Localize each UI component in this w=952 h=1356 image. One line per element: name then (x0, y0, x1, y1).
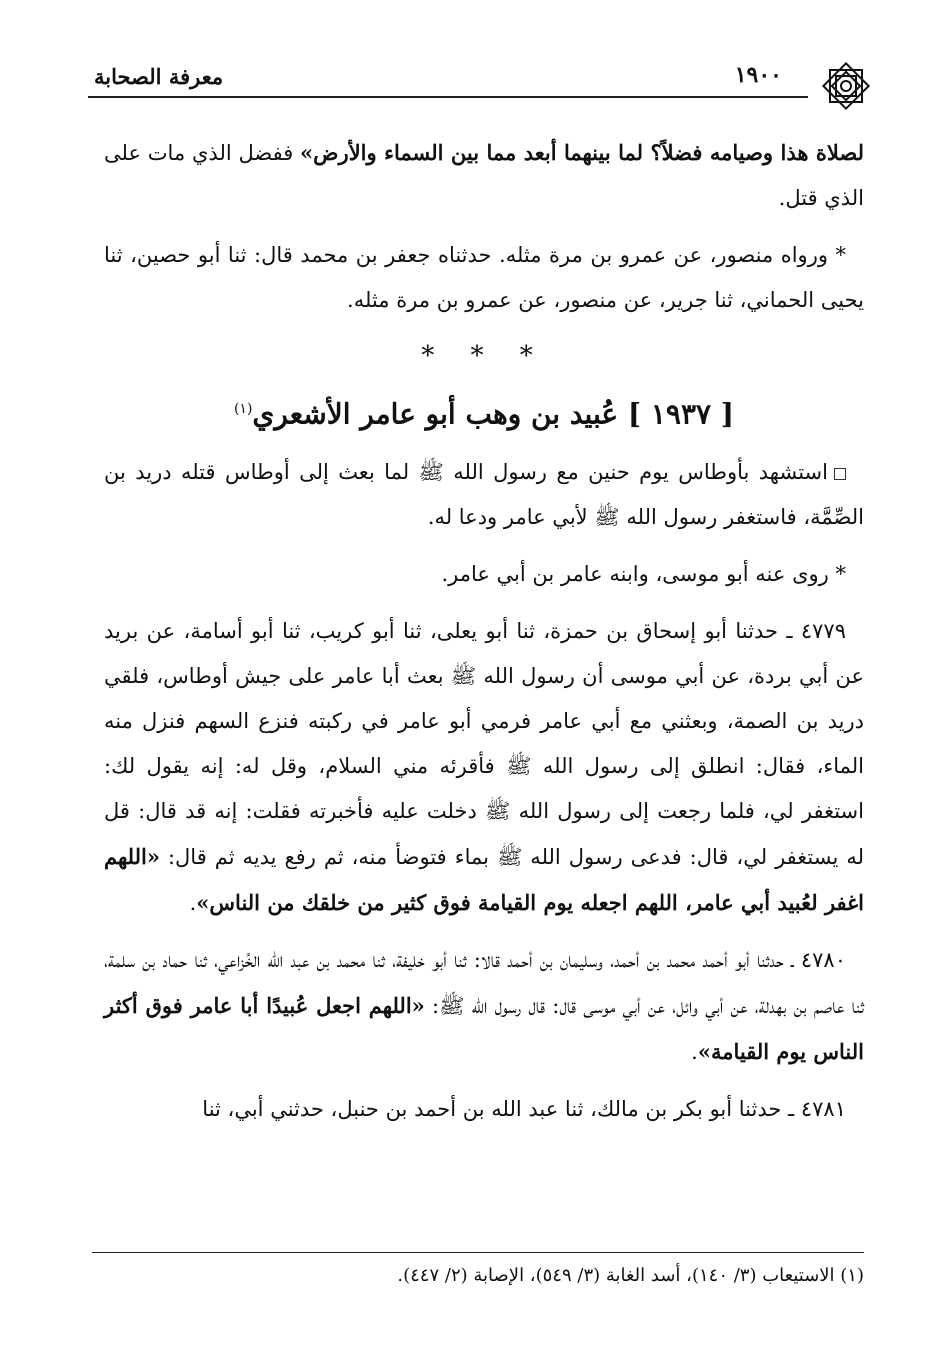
paragraph-text: ففضل الذي مات على الذي قتل. (104, 141, 864, 210)
sentence-end: . (189, 891, 197, 916)
hadith-chain: ٤٧٨٠ ـ حدثنا أبو أحمد محمد بن أحمد، وسليمان بن أحمد قالا: ثنا أبو خليفة، ثنا محمد بن عبد الله الخُزاعي، ثنا حماد بن سلمة، ثنا عاصم بن بهدلة، عن أبي وائل، عن أبي موسى قال: قال رسول الله ﷺ: (104, 948, 864, 1019)
hadith-4780 (104, 938, 864, 1075)
paragraph-biography (104, 450, 864, 540)
hadith-quote: «اللهم اغفر لعُبيد أبي عامر، اللهم اجعله يوم القيامة فوق كثير من خلقك من الناس» (104, 844, 864, 916)
main-text (104, 130, 864, 1144)
footnote: (١) الاستيعاب (٣/ ١٤٠)، أسد الغابة (٣/ ٥٤٩)، الإصابة (٢/ ٤٤٧). (397, 1265, 864, 1286)
paragraph-narration: * ورواه منصور، عن عمرو بن مرة مثله. حدثناه جعفر بن محمد قال: ثنا أبو حصين، ثنا يحيى الحماني، ثنا جرير، عن منصور، عن عمرو بن مرة مثله. (104, 243, 864, 312)
page-header (88, 56, 868, 96)
running-title: معرفة الصحابة (94, 64, 224, 89)
entry-title: [ ١٩٣٧ ] عُبيد بن وهب أبو عامر الأشعري (252, 397, 735, 431)
paragraph-text: استشهد بأوطاس يوم حنين مع رسول الله ﷺ لما بعث إلى أوطاس قتله دريد بن الصِّمَّة، فاستغفر رسول الله ﷺ لأبي عامر ودعا له. (104, 460, 864, 530)
paragraph-narrators: * روى عنه أبو موسى، وابنه عامر بن أبي عامر. (441, 562, 846, 587)
entry-heading (104, 383, 864, 440)
hadith-4781: ٤٧٨١ ـ حدثنا أبو بكر بن مالك، ثنا عبد الله بن أحمد بن حنبل، حدثني أبي، ثنا (202, 1097, 846, 1122)
hadith-quote: «اللهم اجعل عُبيدًا أبا عامر فوق أكثر الناس يوم القيامة» (104, 993, 864, 1065)
header-rule (88, 96, 808, 98)
hadith-chain: ٤٧٧٩ ـ حدثنا أبو إسحاق بن حمزة، ثنا أبو يعلى، ثنا أبو كريب، ثنا أبو أسامة، عن بريد عن أبي بردة، عن أبي موسى أن رسول الله ﷺ بعث أبا عامر على جيش أوطاس، فلقي دريد بن الصمة، وبعثني مع أبي عامر فرمي أبو عامر في ركبته فنزع السهم فنزل منه الماء، فقال: انطلق إلى رسول الله ﷺ فأقرئه مني السلام، وقل له: إنه يقول لك: استغفر لي، فلما رجعت إلى رسول الله ﷺ دخلت عليه فأخبرته فقلت: إنه قد قال: قل له يستغفر لي، قال: فدعى رسول الله ﷺ بماء فتوضأ منه، ثم رفع يديه ثم قال: (104, 619, 864, 870)
page-number: ١٩٠٠ (734, 62, 782, 88)
footnote-marker: (١) (233, 401, 253, 417)
section-separator: * * * (421, 341, 547, 371)
sentence-end: . (691, 1040, 698, 1065)
hadith-quote: لصلاة هذا وصيامه فضلاً؟ لما بينهما أبعد مما بين السماء والأرض» (300, 140, 864, 165)
footnote-rule (92, 1252, 864, 1253)
paragraph-continuation (104, 130, 864, 221)
star-ornament-icon (818, 58, 874, 114)
hadith-4779 (104, 609, 864, 926)
square-bullet-icon (834, 468, 846, 480)
